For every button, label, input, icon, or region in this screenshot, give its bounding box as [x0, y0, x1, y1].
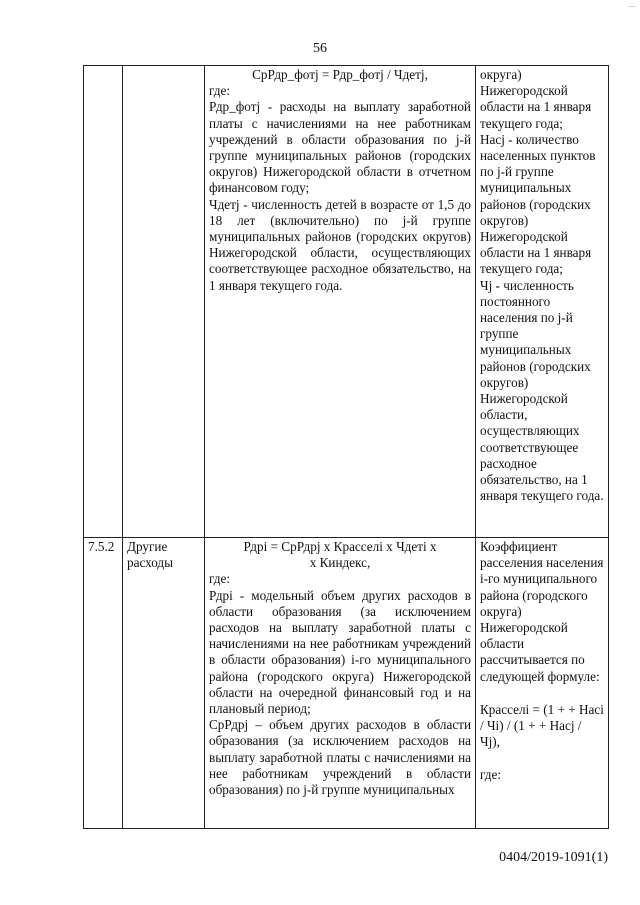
notes-cell [476, 538, 609, 829]
where-label: где: [480, 767, 501, 783]
method-cell [205, 538, 476, 829]
item-name-cell [123, 66, 205, 538]
note-formula: Красселi = (1 + + Насi / Чi) / (1 + + Насj / Чj), [480, 701, 604, 750]
note-text: Коэффициент расселения населения i-го муниципального района (городского округа) Нижегородской области рассчитывается по следующей формуле: [480, 539, 604, 684]
formula-continuation: х Киндекс, [309, 555, 371, 571]
table-row [84, 538, 609, 829]
definition: Чдетj - численность детей в возрасте от 1,5 до 18 лет (включительно) по j-й группе муниципальных районов (городских округов) Нижегородской области, осуществляющих соответствующее расходное обязательство, на 1 января текущего года. [209, 196, 471, 293]
table-row [84, 66, 609, 538]
method-cell [205, 66, 476, 538]
definition: Рдрi - модельный объем других расходов в области образования (за исключением расходов на выплату заработной платы с начислениями на нее работникам учреждений в области образования) i-го муниципального района (городского округа) Нижегородской области на очередной финансовый год и на плановый период; [209, 587, 471, 717]
item-number-cell [84, 66, 123, 538]
where-label: где: [209, 83, 230, 99]
note-text: округа) Нижегородской области на 1 января текущего года; [480, 67, 592, 131]
notes-cell [476, 66, 609, 538]
where-label: где: [209, 571, 230, 587]
formula: Рдрi = СрРдрj х Красселi х Чдетi х [243, 539, 437, 554]
definition: СрРдрj – объем других расходов в области образования (за исключением расходов на выплату заработной платы с начислениями на нее работникам учреждений в области образования) по j-й группе муниципальных [209, 717, 471, 798]
item-number-cell: 7.5.2 [84, 538, 123, 829]
corner-mark: .... [628, 0, 636, 9]
page-number: 56 [313, 41, 327, 56]
document-code: 0404/2019-1091(1) [499, 850, 608, 865]
note-text: Чj - численность постоянного населения по j-й группе муниципальных районов (городских округов) Нижегородской области, осуществляющих соответствующее расходное обязательство, на 1 января текущего года. [480, 277, 604, 504]
definition: Рдр_фотj - расходы на выплату заработной платы с начислениями на нее работникам учреждений в области образования по j-й группе муниципальных районов (городских округов) Нижегородской области в отчетном финансовом году; [209, 99, 471, 196]
formula: СрРдр_фотj = Рдр_фотj / Чдетj, [252, 67, 428, 82]
note-text: Насj - количество населенных пунктов по j-й группе муниципальных районов (городских округов) Нижегородской области на 1 января текущего года; [480, 131, 596, 277]
item-name-cell: Другие расходы [123, 538, 205, 829]
regulation-table [83, 65, 609, 829]
